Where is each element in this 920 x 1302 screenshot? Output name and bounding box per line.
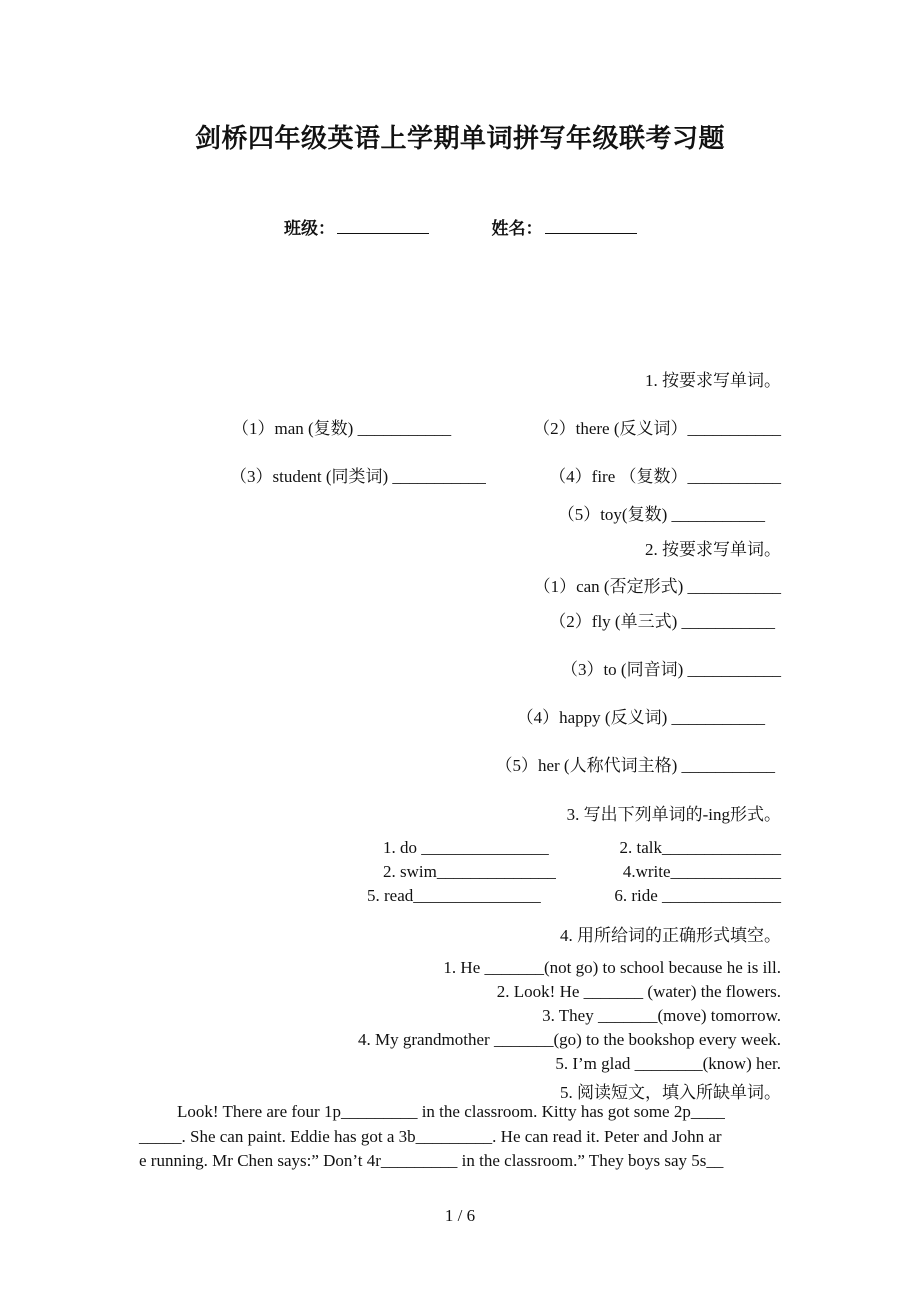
s2-item-4: （4）happy (反义词) ___________ bbox=[516, 708, 765, 727]
s2-item-1: （1）can (否定形式) ___________ bbox=[533, 577, 781, 596]
s3-item-swim: 2. swim______________ bbox=[383, 862, 556, 881]
section-3-heading: 3. 写出下列单词的-ing形式。 bbox=[566, 805, 781, 824]
s3-item-write: 4.write_____________ bbox=[622, 862, 781, 881]
s4-item-2: 2. Look! He _______ (water) the flowers. bbox=[496, 982, 781, 1001]
s5-line-3: e running. Mr Chen says:” Don’t 4r_________ in the classroom.” They boys say 5s__ bbox=[139, 1151, 724, 1170]
s3-item-read: 5. read_______________ bbox=[367, 886, 541, 905]
s5-line-1: Look! There are four 1p_________ in the classroom. Kitty has got some 2p____ bbox=[177, 1102, 725, 1121]
page-title: 剑桥四年级英语上学期单词拼写年级联考习题 bbox=[194, 124, 725, 153]
class-label: 班级： bbox=[284, 219, 335, 238]
s3-item-ride: 6. ride ______________ bbox=[614, 886, 781, 905]
s2-item-2: （2）fly (单三式) ___________ bbox=[549, 612, 775, 631]
name-label: 姓名： bbox=[491, 219, 543, 238]
s1-item-5: （5）toy(复数) ___________ bbox=[557, 505, 765, 524]
s1-item-4: （4）fire （复数）___________ bbox=[549, 467, 781, 486]
s4-item-1: 1. He _______(not go) to school because he is ill. bbox=[443, 958, 781, 977]
s3-item-do: 1. do _______________ bbox=[383, 838, 549, 857]
s4-item-5: 5. I’m glad ________(know) her. bbox=[555, 1054, 781, 1073]
s4-item-3: 3. They _______(move) tomorrow. bbox=[542, 1006, 781, 1025]
section-5-heading: 5. 阅读短文，填入所缺单词。 bbox=[560, 1083, 781, 1102]
s3-item-talk: 2. talk______________ bbox=[619, 838, 781, 857]
s5-line-2: _____. She can paint. Eddie has got a 3b_________. He can read it. Peter and John ar bbox=[139, 1127, 722, 1146]
s1-item-2: （2）there (反义词）___________ bbox=[533, 419, 781, 438]
name-blank[interactable] bbox=[545, 219, 637, 234]
section-1-heading: 1. 按要求写单词。 bbox=[645, 371, 781, 390]
s2-item-5: （5）her (人称代词主格) ___________ bbox=[495, 756, 775, 775]
s1-item-1: （1）man (复数) ___________ bbox=[232, 419, 452, 438]
section-4-heading: 4. 用所给词的正确形式填空。 bbox=[560, 926, 781, 945]
section-2-heading: 2. 按要求写单词。 bbox=[645, 540, 781, 559]
s1-item-3: （3）student (同类词) ___________ bbox=[230, 467, 486, 486]
class-blank[interactable] bbox=[337, 219, 429, 234]
s2-item-3: （3）to (同音词) ___________ bbox=[560, 660, 781, 679]
s4-item-4: 4. My grandmother _______(go) to the bookshop every week. bbox=[357, 1030, 781, 1049]
student-info bbox=[284, 214, 637, 239]
page-number: 1 / 6 bbox=[444, 1206, 476, 1225]
